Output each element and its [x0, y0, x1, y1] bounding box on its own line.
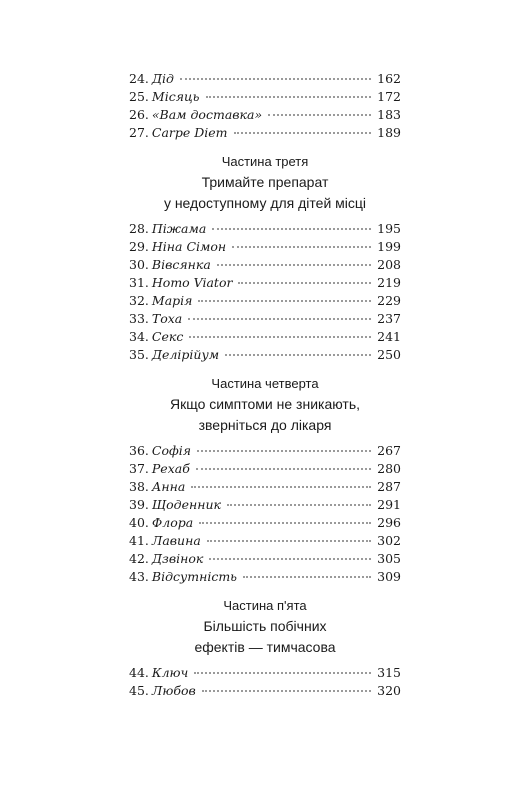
dot-leader: [232, 245, 371, 248]
chapter-number: 41.: [129, 533, 149, 548]
chapter-title: Рехаб: [151, 461, 190, 476]
page-number: 241: [377, 329, 401, 344]
table-of-contents: [129, 70, 401, 700]
dot-leader: [180, 77, 371, 80]
chapter-title: Анна: [151, 479, 186, 494]
part-title-line: Якщо симптоми не зникають,: [169, 396, 361, 412]
toc-section: [129, 70, 401, 142]
page-number: 309: [377, 569, 401, 584]
part-title: [129, 616, 401, 658]
part-label: Частина третя: [221, 154, 309, 169]
part-label: Частина четверта: [211, 376, 319, 391]
page-number: 302: [377, 533, 401, 548]
dot-leader: [197, 449, 371, 452]
chapter-title: Carpe Diem: [151, 125, 228, 140]
page-number: 183: [377, 107, 401, 122]
chapter-number: 28.: [129, 221, 149, 236]
chapter-title: Делірійум: [151, 347, 220, 362]
toc-entry[interactable]: [129, 238, 401, 256]
toc-entry[interactable]: [129, 106, 401, 124]
part-header: [129, 596, 401, 658]
dot-leader: [202, 689, 371, 692]
page-number: 267: [377, 443, 401, 458]
dot-leader: [188, 317, 371, 320]
chapter-number: 32.: [129, 293, 149, 308]
dot-leader: [198, 299, 371, 302]
part-header: [129, 152, 401, 214]
chapter-number: 39.: [129, 497, 149, 512]
chapter-title: Місяць: [151, 89, 200, 104]
chapter-number: 27.: [129, 125, 149, 140]
dot-leader: [268, 113, 371, 116]
chapter-title: «Вам доставка»: [151, 107, 263, 122]
page-number: 162: [377, 71, 401, 86]
dot-leader: [206, 95, 372, 98]
chapter-number: 42.: [129, 551, 149, 566]
chapter-number: 44.: [129, 665, 149, 680]
toc-section: [129, 596, 401, 700]
chapter-title: Дід: [151, 71, 174, 86]
chapter-title: Дзвінок: [151, 551, 204, 566]
chapter-number: 34.: [129, 329, 149, 344]
toc-entry[interactable]: [129, 220, 401, 238]
toc-entry[interactable]: [129, 682, 401, 700]
page-number: 296: [377, 515, 401, 530]
toc-entry[interactable]: [129, 460, 401, 478]
dot-leader: [217, 263, 371, 266]
chapter-title: Флора: [151, 515, 194, 530]
chapter-number: 37.: [129, 461, 149, 476]
toc-entry[interactable]: [129, 550, 401, 568]
page-number: 189: [377, 125, 401, 140]
chapter-number: 30.: [129, 257, 149, 272]
chapter-number: 36.: [129, 443, 149, 458]
page-number: 229: [377, 293, 401, 308]
chapter-number: 31.: [129, 275, 149, 290]
chapter-title: Homo Viator: [151, 275, 233, 290]
chapter-number: 38.: [129, 479, 149, 494]
chapter-title: Лавина: [151, 533, 201, 548]
page-number: 287: [377, 479, 401, 494]
chapter-title: Піжама: [151, 221, 207, 236]
toc-entry[interactable]: [129, 664, 401, 682]
toc-entry[interactable]: [129, 346, 401, 364]
toc-entry[interactable]: [129, 496, 401, 514]
toc-entry[interactable]: [129, 532, 401, 550]
dot-leader: [207, 539, 371, 542]
dot-leader: [225, 353, 371, 356]
part-title-line: Тримайте препарат: [201, 174, 329, 190]
toc-entry[interactable]: [129, 292, 401, 310]
toc-entry[interactable]: [129, 442, 401, 460]
toc-entry[interactable]: [129, 88, 401, 106]
dot-leader: [196, 467, 371, 470]
chapter-number: 40.: [129, 515, 149, 530]
dot-leader: [212, 227, 371, 230]
chapter-title: Щоденник: [151, 497, 221, 512]
toc-entry[interactable]: [129, 568, 401, 586]
toc-entry[interactable]: [129, 124, 401, 142]
toc-entry[interactable]: [129, 310, 401, 328]
toc-section: [129, 152, 401, 364]
dot-leader: [191, 485, 371, 488]
chapter-number: 24.: [129, 71, 149, 86]
part-title-line: Більшість побічних: [203, 618, 327, 634]
chapter-title: Любов: [151, 683, 196, 698]
page-number: 172: [377, 89, 401, 104]
dot-leader: [227, 503, 371, 506]
part-label: Частина п'ята: [223, 598, 307, 613]
toc-entry[interactable]: [129, 514, 401, 532]
dot-leader: [238, 281, 371, 284]
toc-entry[interactable]: [129, 70, 401, 88]
page-number: 219: [377, 275, 401, 290]
part-title-line: ефектів — тимчасова: [194, 639, 336, 655]
chapter-number: 35.: [129, 347, 149, 362]
dot-leader: [194, 671, 371, 674]
chapter-number: 29.: [129, 239, 149, 254]
chapter-title: Секс: [151, 329, 184, 344]
toc-entry[interactable]: [129, 256, 401, 274]
page-number: 195: [377, 221, 401, 236]
page-number: 320: [377, 683, 401, 698]
part-title: [129, 172, 401, 214]
page-number: 280: [377, 461, 401, 476]
chapter-title: Ключ: [151, 665, 189, 680]
chapter-number: 25.: [129, 89, 149, 104]
part-title: [129, 394, 401, 436]
page-number: 305: [377, 551, 401, 566]
dot-leader: [209, 557, 371, 560]
chapter-title: Вівсянка: [151, 257, 211, 272]
chapter-title: Марія: [151, 293, 193, 308]
page-number: 237: [377, 311, 401, 326]
chapter-number: 45.: [129, 683, 149, 698]
chapter-title: Тоха: [151, 311, 183, 326]
part-title-line: зверніться до лікаря: [198, 417, 332, 433]
dot-leader: [234, 131, 372, 134]
page-number: 315: [377, 665, 401, 680]
chapter-number: 43.: [129, 569, 149, 584]
dot-leader: [199, 521, 371, 524]
page-number: 250: [377, 347, 401, 362]
toc-entry[interactable]: [129, 328, 401, 346]
dot-leader: [243, 575, 371, 578]
chapter-title: Софія: [151, 443, 192, 458]
toc-entry[interactable]: [129, 478, 401, 496]
toc-entry[interactable]: [129, 274, 401, 292]
toc-section: [129, 374, 401, 586]
page-number: 208: [377, 257, 401, 272]
chapter-title: Ніна Сімон: [151, 239, 227, 254]
chapter-title: Відсутність: [151, 569, 237, 584]
dot-leader: [189, 335, 371, 338]
chapter-number: 26.: [129, 107, 149, 122]
part-title-line: у недоступному для дітей місці: [163, 195, 367, 211]
chapter-number: 33.: [129, 311, 149, 326]
part-header: [129, 374, 401, 436]
page-number: 291: [377, 497, 401, 512]
page-number: 199: [377, 239, 401, 254]
